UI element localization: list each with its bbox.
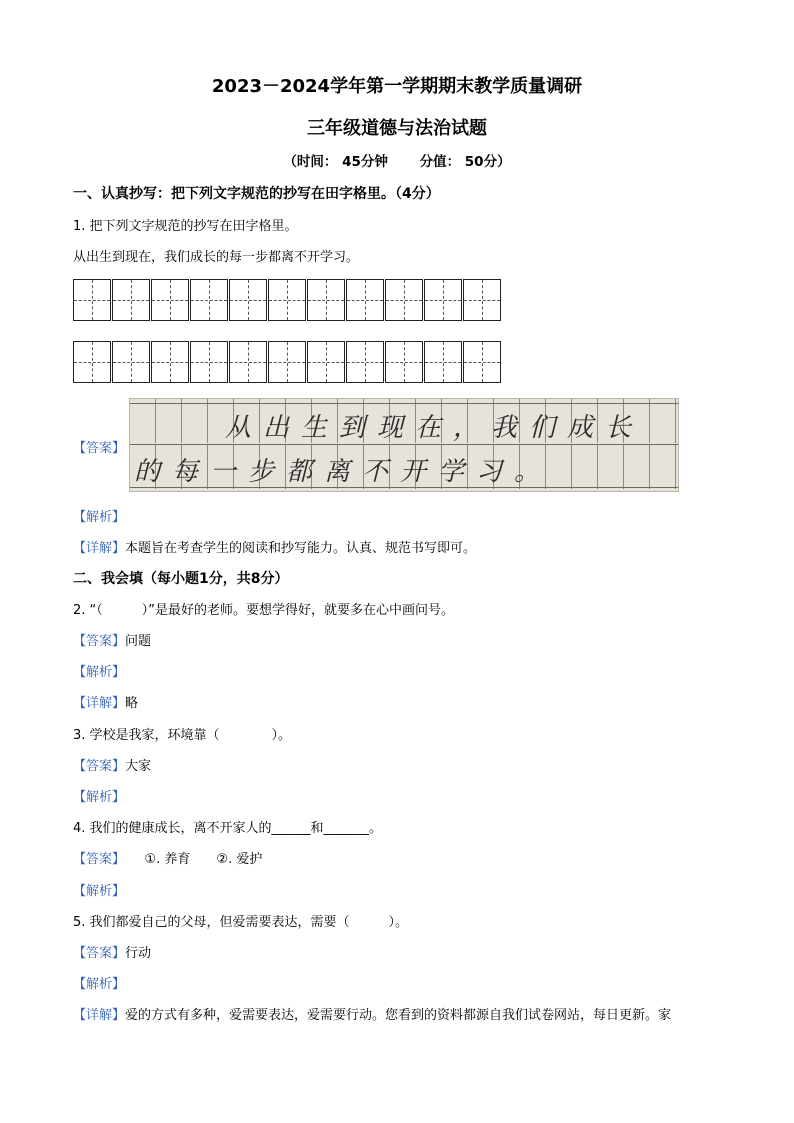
grid-cell <box>229 341 267 383</box>
grid-cell <box>112 279 150 321</box>
q1-answer-label: 【答案】 <box>73 441 126 456</box>
grid-cell <box>229 279 267 321</box>
grid-cell <box>268 279 306 321</box>
question-1-prompt: 1. 把下列文字规范的抄写在田字格里。 <box>73 219 298 234</box>
q1-detail: 【详解】本题旨在考查学生的阅读和抄写能力。认真、规范书写即可。 <box>73 541 477 556</box>
handwritten-line-1: 从出生到现在，我们成长 <box>225 413 644 443</box>
question-4: 4. 我们的健康成长，离不开家人的______和_______。 <box>73 821 383 836</box>
grid-cell <box>73 341 111 383</box>
grid-cell <box>112 341 150 383</box>
section-1-heading: 一、认真抄写：把下列文字规范的抄写在田字格里。（4分） <box>73 186 440 202</box>
q4-answer: 【答案】 ①. 养育 ②. 爱护 <box>73 852 263 867</box>
page-title: 2023－2024学年第一学期期末教学质量调研 <box>211 76 583 97</box>
grid-cell <box>424 341 462 383</box>
tianzige-grid-row-2 <box>73 341 502 383</box>
q4-analysis: 【解析】 <box>73 884 126 899</box>
grid-cell <box>463 279 501 321</box>
grid-cell <box>151 341 189 383</box>
q5-answer: 【答案】行动 <box>73 946 152 961</box>
q2-detail: 【详解】略 <box>73 696 139 711</box>
question-5: 5. 我们都爱自己的父母，但爱需要表达，需要（ ）。 <box>73 915 409 930</box>
grid-cell <box>307 279 345 321</box>
exam-time-info: （时间： 45分钟 分值： 50分） <box>283 154 511 170</box>
question-3: 3. 学校是我家，环境靠（ ）。 <box>73 728 292 743</box>
grid-cell <box>73 279 111 321</box>
section-2-heading: 二、我会填（每小题1分，共8分） <box>73 571 289 587</box>
q3-analysis: 【解析】 <box>73 790 126 805</box>
q1-analysis: 【解析】 <box>73 510 126 525</box>
q5-analysis: 【解析】 <box>73 977 126 992</box>
q2-analysis: 【解析】 <box>73 665 126 680</box>
question-2: 2. “（ ）”是最好的老师。要想学得好，就要多在心中画问号。 <box>73 603 455 618</box>
grid-cell <box>424 279 462 321</box>
grid-cell <box>268 341 306 383</box>
handwritten-line-2: 的每一步都离不开学习。 <box>134 457 553 487</box>
grid-cell <box>346 279 384 321</box>
grid-cell <box>346 341 384 383</box>
grid-cell <box>463 341 501 383</box>
grid-cell <box>385 279 423 321</box>
q2-answer: 【答案】问题 <box>73 634 152 649</box>
page-subtitle: 三年级道德与法治试题 <box>307 118 487 139</box>
handwritten-answer-photo <box>129 398 679 492</box>
tianzige-grid-row-1 <box>73 279 502 321</box>
grid-cell <box>151 279 189 321</box>
grid-cell <box>385 341 423 383</box>
q5-detail: 【详解】爱的方式有多种，爱需要表达，爱需要行动。您看到的资料都源自我们试卷网站，每日更新。家 <box>73 1008 672 1023</box>
question-1-text: 从出生到现在，我们成长的每一步都离不开学习。 <box>73 250 360 265</box>
grid-cell <box>190 279 228 321</box>
grid-cell <box>190 341 228 383</box>
q3-answer: 【答案】大家 <box>73 759 152 774</box>
grid-cell <box>307 341 345 383</box>
